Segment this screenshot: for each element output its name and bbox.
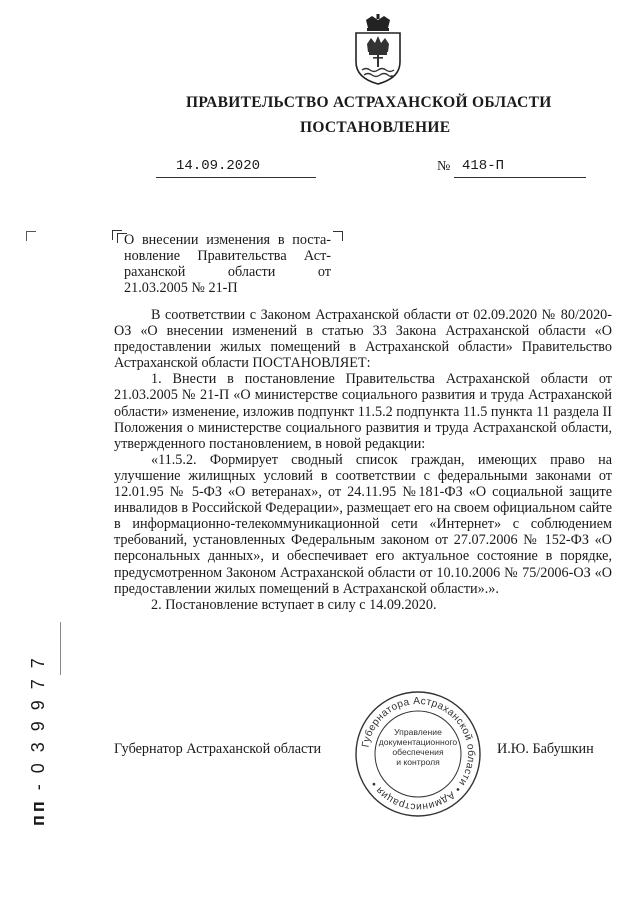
stamp-line: Управление (394, 727, 442, 737)
signatory-position: Губернатор Астраханской области (114, 741, 322, 757)
stamp-line: документационного (378, 737, 458, 747)
number-label: № (437, 159, 451, 174)
date-underline (156, 177, 316, 178)
stamp-line: обеспечения (392, 747, 444, 757)
document-number: 418-П (462, 158, 505, 174)
subject-line: 21.03.2005 № 21-П (124, 280, 238, 296)
subject-line: О внесении изменения в поста- (124, 232, 331, 248)
document-date: 14.09.2020 (176, 158, 261, 174)
body-paragraph: 1. Внести в постановление Правительства Астраханской области от 21.03.2005 № 21-П «О министерстве социального развития и труда Астраханской области» изменение, изложив подпункт 11.5.2 подпункта 11.5 пункта 11 раздела II Положения о министерстве социального развития и труда Астраханской области, утвержденного постановлением, в новой редакции: (114, 371, 612, 452)
stamp-line: и контроля (396, 757, 440, 767)
serial-prefix: пп (28, 798, 48, 826)
government-title: ПРАВИТЕЛЬСТВО АСТРАХАНСКОЙ ОБЛАСТИ (186, 94, 552, 111)
document-body (114, 307, 612, 613)
form-serial-number (28, 655, 49, 826)
subject-line: раханской области от (124, 264, 331, 280)
serial-number: - 0 3 9 9 7 7 (28, 655, 48, 791)
number-underline (454, 177, 586, 178)
body-paragraph: 2. Постановление вступает в силу с 14.09.2020. (151, 596, 437, 613)
subject-bracket-right (333, 231, 343, 241)
stamp-ring-text: Губернатора Астраханской области • Администрация • (360, 695, 477, 813)
body-paragraph: «11.5.2. Формирует сводный список граждан, имеющих право на улучшение жилищных условий в соответствии с федеральными законами от 12.01.95 № 5-ФЗ «О ветеранах», от 24.11.95 №181-ФЗ «О социальной защите инвалидов в Российской Федерации», размещает его на своем официальном сайте в информационно-телекоммуникационной сети «Интернет» с соблюдением требований, установленных Федеральным законом от 27.07.2006 № 152-ФЗ «О персональных данных», и обеспечивает его актуальное состояние в порядке, предусмотренном Законом Астраханской области от 10.10.2006 № 75/2006-ОЗ «О предоставлении жилых помещений в Астраханской области».». (114, 451, 612, 597)
subject-line: новление Правительства Аст- (124, 248, 331, 264)
margin-line (60, 622, 61, 675)
signatory-name: И.Ю. Бабушкин (497, 741, 594, 757)
document-subject (124, 232, 331, 296)
document-type-title: ПОСТАНОВЛЕНИЕ (300, 119, 451, 136)
margin-corner-mark (26, 231, 36, 241)
coat-of-arms-icon (352, 14, 404, 86)
stamp-center-text (374, 727, 462, 767)
body-paragraph: В соответствии с Законом Астраханской области от 02.09.2020 № 80/2020-ОЗ «О внесении изменений в статью 33 Закона Астраханской области «О предоставлении жилых помещений в Астраханской области» Правительство Астраханской области ПОСТАНОВЛЯЕТ: (114, 307, 612, 372)
